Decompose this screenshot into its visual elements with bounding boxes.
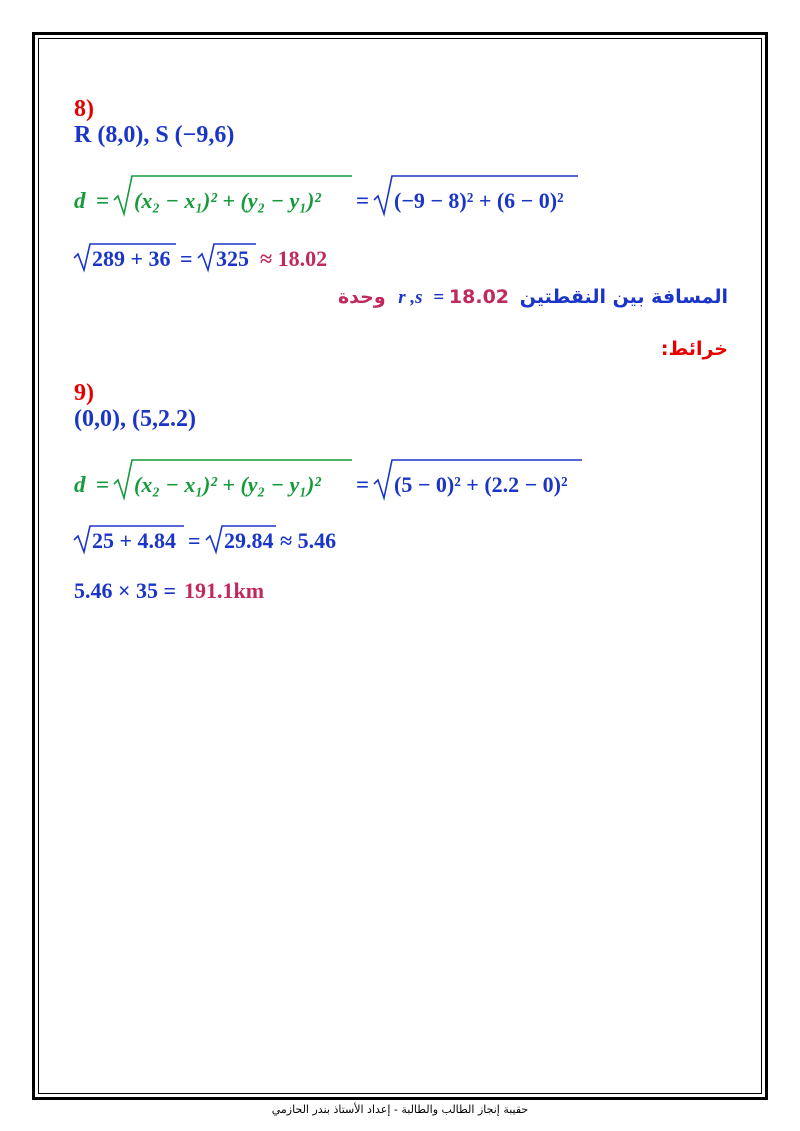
step-result-9: ≈ 5.46 — [280, 528, 337, 553]
formula-inner-8a: (x₂ − x₁)² + (y₂ − y₁)² — [134, 188, 321, 213]
distance-statement-8 — [338, 286, 728, 309]
formula-eq-8b: = — [356, 188, 370, 213]
formula-eq-9b: = — [356, 472, 370, 497]
formula-eq-8: = — [96, 188, 110, 213]
formula-eq-9: = — [96, 472, 110, 497]
final-lhs-9: 5.46 × 35 = — [74, 578, 177, 603]
distance-label: المسافة بين النقطتين — [519, 286, 728, 308]
page-border-inner — [38, 38, 762, 1094]
distance-eq: = — [433, 287, 445, 308]
problem-9-points: (0,0), (5,2.2) — [74, 406, 196, 432]
maps-heading: خرائط: — [660, 338, 728, 360]
formula-lhs-8: d — [74, 188, 86, 213]
problem-9-number: 9) — [74, 380, 94, 406]
step-root-9: 29.84 — [224, 528, 274, 553]
step-root-8: 325 — [216, 246, 249, 271]
step-result-8: ≈ 18.02 — [260, 246, 328, 271]
problem-8-number: 8) — [74, 96, 94, 122]
formula-lhs-9: d — [74, 472, 86, 497]
step-equals-9: = — [188, 528, 201, 553]
step-radicand-8: 289 + 36 — [92, 246, 171, 271]
final-rhs-9: 191.1km — [184, 578, 265, 603]
distance-value: 18.02 وحدة — [337, 286, 510, 308]
formula-inner-9a: (x₂ − x₁)² + (y₂ − y₁)² — [134, 472, 321, 497]
step-equals-8: = — [180, 246, 193, 271]
step-radicand-9: 25 + 4.84 — [92, 528, 177, 553]
distance-vars: r ,s — [398, 287, 423, 308]
problem-8-points: R (8,0), S (−9,6) — [74, 122, 235, 148]
formula-inner-9b: (5 − 0)² + (2.2 − 0)² — [394, 472, 568, 497]
page-footer: حقيبة إنجاز الطالب والطالبة - إعداد الأستاذ بندر الحازمي — [271, 1103, 529, 1116]
formula-inner-8b: (−9 − 8)² + (6 − 0)² — [394, 188, 564, 213]
